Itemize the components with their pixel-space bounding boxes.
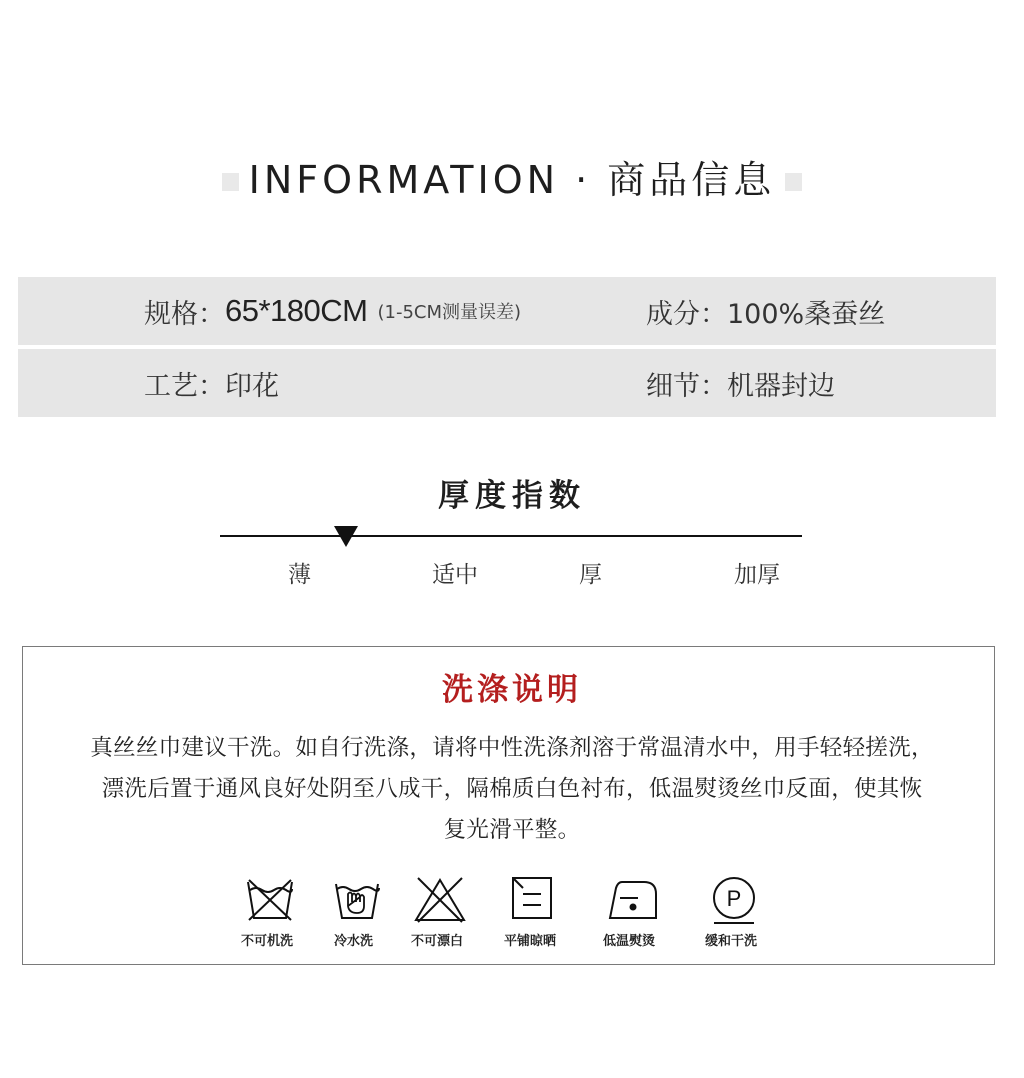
no-machine-wash-label: 不可机洗	[241, 934, 294, 949]
cold-hand-wash-icon	[333, 876, 381, 922]
spec-material	[646, 277, 885, 345]
no-bleach-icon	[414, 876, 466, 924]
section-title	[222, 150, 802, 210]
cold-hand-wash-label: 冷水洗	[334, 934, 374, 949]
low-iron-label: 低温熨烫	[603, 934, 656, 949]
thickness-marker-icon	[334, 526, 358, 548]
washing-text-line: 复光滑平整。	[443, 817, 581, 843]
thickness-level-medium: 适中	[432, 562, 478, 588]
dry-flat-icon	[511, 876, 553, 920]
spec-size-label: 规格：	[144, 298, 225, 330]
washing-title: 洗涤说明	[442, 672, 582, 708]
spec-detail-label: 细节：	[646, 370, 727, 402]
spec-detail-value: 机器封边	[727, 370, 835, 402]
no-machine-wash-icon	[245, 876, 295, 924]
thickness-level-thick: 厚	[579, 562, 602, 588]
thickness-title: 厚度指数	[438, 478, 586, 514]
dry-flat-label: 平铺晾晒	[504, 934, 557, 949]
spec-material-value: 100%桑蚕丝	[727, 298, 886, 330]
spec-row-1	[18, 277, 996, 345]
thickness-scale-line	[220, 535, 802, 537]
spec-craft-label: 工艺：	[144, 370, 225, 402]
gentle-dry-clean-icon	[710, 876, 758, 926]
thickness-level-thin: 薄	[288, 562, 311, 588]
section-title-text: INFORMATION · 商品信息	[239, 150, 786, 210]
spec-craft-value: 印花	[225, 370, 279, 402]
svg-text:P: P	[726, 886, 742, 911]
low-iron-icon	[606, 876, 658, 922]
thickness-level-extra-thick: 加厚	[734, 562, 780, 588]
spec-detail	[646, 349, 835, 417]
spec-size-value: 65*180CM	[225, 293, 368, 328]
washing-text	[62, 728, 962, 851]
spec-material-label: 成分：	[646, 298, 727, 330]
gentle-dry-clean-label: 缓和干洗	[705, 934, 758, 949]
spec-craft	[144, 349, 279, 417]
washing-text-line: 真丝丝巾建议干洗。如自行洗涤，请将中性洗涤剂溶于常温清水中，用手轻轻搓洗，	[90, 735, 934, 761]
spec-size-note: (1-5CM测量误差)	[377, 302, 522, 323]
spec-size	[144, 277, 521, 345]
spec-row-2	[18, 349, 996, 417]
washing-text-line: 漂洗后置于通风良好处阴至八成干，隔棉质白色衬布，低温熨烫丝巾反面，使其恢	[101, 776, 923, 802]
no-bleach-label: 不可漂白	[411, 934, 464, 949]
